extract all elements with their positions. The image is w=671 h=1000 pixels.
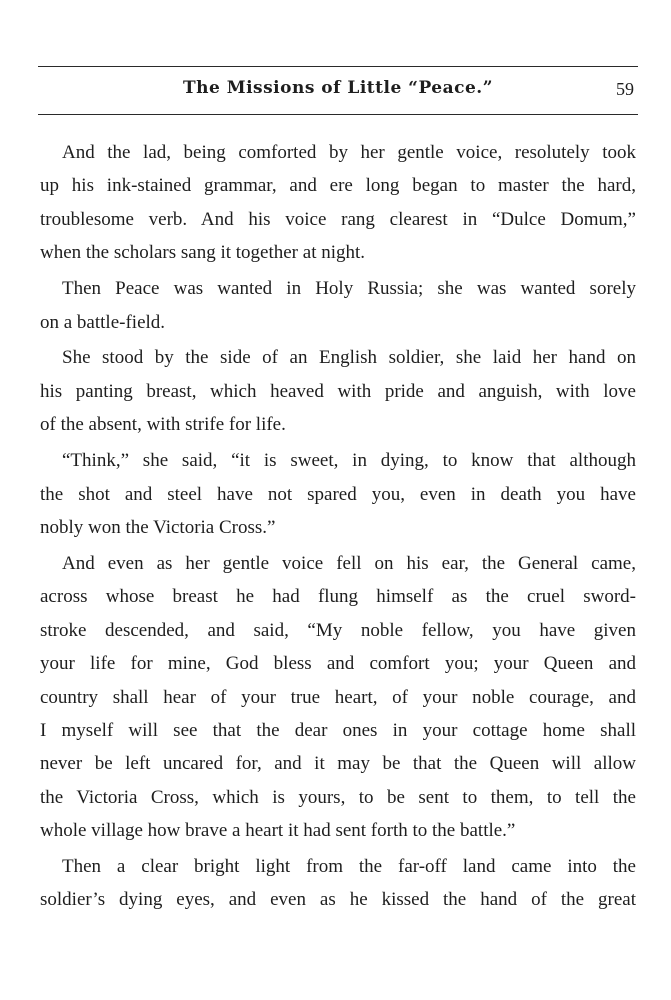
- paragraph: [40, 341, 636, 441]
- text-line: the Victoria Cross, which is yours, to be sent to them, to tell the: [40, 786, 636, 808]
- text-line: stroke descended, and said, “My noble fellow, you have given: [40, 619, 636, 641]
- paragraph: [40, 850, 636, 917]
- paragraph: [40, 444, 636, 544]
- text-line: the shot and steel have not spared you, even in death you have: [40, 483, 636, 505]
- text-line: nobly won the Victoria Cross.”: [40, 516, 276, 538]
- text-line: of the absent, with strife for life.: [40, 414, 286, 436]
- text-line: troublesome verb. And his voice rang clearest in “Dulce Domum,”: [40, 208, 636, 230]
- text-line: “Think,” she said, “it is sweet, in dying, to know that although: [62, 450, 636, 472]
- text-line: across whose breast he had flung himself as the cruel sword-: [40, 586, 636, 608]
- text-line: soldier’s dying eyes, and even as he kissed the hand of the great: [40, 889, 636, 911]
- text-line: Then Peace was wanted in Holy Russia; she was wanted sorely: [62, 278, 636, 300]
- text-line: up his ink-stained grammar, and ere long began to master the hard,: [40, 175, 636, 197]
- header-rule-bottom: [38, 114, 638, 115]
- text-line: She stood by the side of an English soldier, she laid her hand on: [62, 347, 636, 369]
- text-line: your life for mine, God bless and comfort you; your Queen and: [40, 653, 636, 675]
- text-line: never be left uncared for, and it may be that the Queen will allow: [40, 753, 636, 775]
- paragraph: [40, 272, 636, 339]
- text-line: his panting breast, which heaved with pride and anguish, with love: [40, 380, 636, 402]
- text-line: whole village how brave a heart it had sent forth to the battle.”: [40, 820, 516, 842]
- text-line: when the scholars sang it together at night.: [40, 242, 366, 264]
- page-number: 59: [616, 79, 634, 99]
- text-line: on a battle-field.: [40, 311, 166, 333]
- text-line: Then a clear bright light from the far-off land came into the: [62, 856, 636, 878]
- paragraph: [40, 547, 636, 848]
- text-line: country shall hear of your true heart, of your noble courage, and: [40, 686, 636, 708]
- text-line: And even as her gentle voice fell on his ear, the General came,: [62, 552, 636, 574]
- running-head: [38, 76, 638, 106]
- text-line: And the lad, being comforted by her gentle voice, resolutely took: [62, 142, 636, 163]
- body-text: [40, 136, 636, 919]
- header-rule-top: [38, 66, 638, 67]
- running-title: The Missions of Little “Peace.”: [183, 78, 493, 98]
- text-line: I myself will see that the dear ones in your cottage home shall: [40, 719, 636, 741]
- paragraph: [40, 136, 636, 270]
